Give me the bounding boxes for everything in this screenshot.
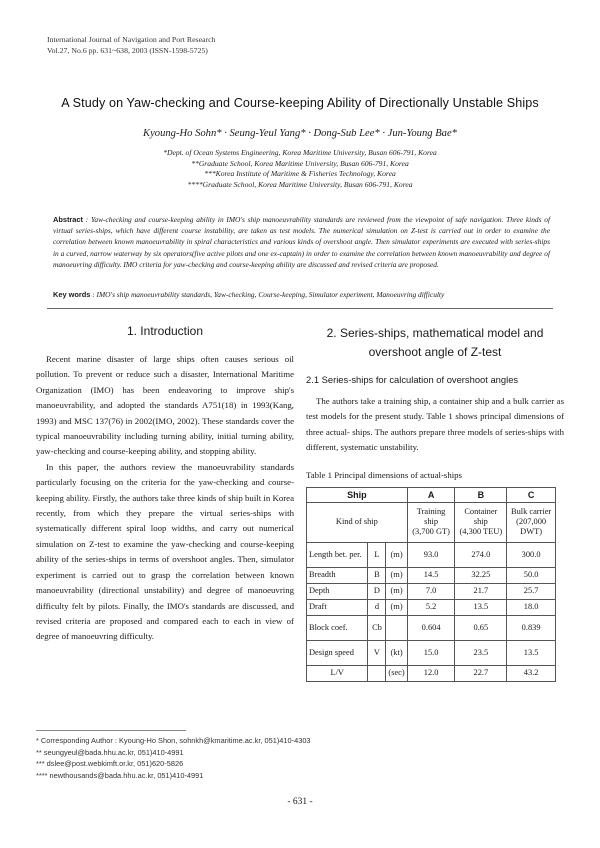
kind-b: Container ship (4,300 TEU) [455,502,507,542]
row-value-b: 23.5 [455,640,507,665]
footnote: ** seungyeul@bada.hhu.ac.kr, 051)410-4991 [36,747,184,757]
affiliation-1: *Dept. of Ocean Systems Engineering, Korea Maritime University, Busan 606-791, Korea [163,148,437,157]
row-value-c: 13.5 [507,640,556,665]
row-value-a: 5.2 [407,599,455,615]
row-unit: (m) [386,542,407,567]
row-symbol: L [368,542,386,567]
affiliations [0,148,600,190]
row-value-b: 13.5 [455,599,507,615]
table-row [307,542,556,567]
affiliation-2: **Graduate School, Korea Maritime University, Busan 606-791, Korea [191,158,409,168]
kind-c: Bulk carrier (207,000 DWT) [507,502,556,542]
journal-header [47,34,215,56]
abstract [53,214,550,270]
affiliation-4: ****Graduate School, Korea Maritime University, Busan 606-791, Korea [187,179,413,189]
row-unit: (kt) [386,640,407,665]
header-a: A [407,487,455,502]
row-name: L/V [307,665,368,681]
row-unit [386,615,407,640]
header-b: B [455,487,507,502]
affiliation-3: ***Korea Institute of Maritime & Fisheries Technology, Korea [204,169,396,179]
footnote: * Corresponding Author : Kyoung-Ho Shon, sohnkh@kmaritime.ac.kr, 051)410-4303 [36,736,311,745]
table-row [307,567,556,583]
table-row-kind [307,502,556,542]
table-row [307,583,556,599]
row-symbol: Cb [368,615,386,640]
row-symbol [368,665,386,681]
row-value-c: 43.2 [507,665,556,681]
row-name: Block coef. [307,615,368,640]
row-value-b: 274.0 [455,542,507,567]
left-column [36,324,294,645]
right-column [306,324,564,682]
abstract-text: : Yaw-checking and course-keeping ability in IMO's ship manoeuvrability standards are reviewed from the viewpoint of safe navigation. Three kinds of virtual series-ships, which have different course instability, are taken as test models. The numerical simulation on Z-test is carried out in order to examine the correlation between known manoeuvrability in spiral characteristics and various kinds of overshoot angle. Then simulator experiments are executed with series-ships in a curved, narrow waterway by six operators(five active pilots and one ex-captain) in order to examine the correlation between known manoeuvrability and degree of manoeuvring difficulty. IMO criteria for yaw-checking and course-keeping ability are discussed and revised criteria are proposed. [53,215,550,269]
row-value-a: 93.0 [407,542,455,567]
row-value-c: 25.7 [507,583,556,599]
section-2-heading-line2: overshoot angle of Z-test [368,345,502,359]
paragraph: The authors take a training ship, a container ship and a bulk carrier as test models for the present study. Table 1 shows principal dimensions of three actual- ships. The authors prepare three models of series-ships with different, systematic unstability. [306,396,564,453]
row-unit: (m) [386,567,407,583]
keywords-text: : IMO's ship manoeuvrability standards, Yaw-checking, Course-keeping, Simulator experiment, Manoeuvring difficulty [90,290,445,299]
row-symbol: d [368,599,386,615]
abstract-label: Abstract [53,215,83,224]
row-value-a: 14.5 [407,567,455,583]
kind-a: Training ship (3,700 GT) [407,502,455,542]
table-header-row [307,487,556,502]
paper-title: A Study on Yaw-checking and Course-keeping Ability of Directionally Unstable Ships [61,96,539,110]
author-list: Kyoung-Ho Sohn* · Seung-Yeul Yang* · Dong-Sub Lee* · Jun-Young Bae* [143,128,457,139]
row-value-a: 15.0 [407,640,455,665]
paragraph: In this paper, the authors review the manoeuvrability standards particularly focusing on the criteria for the yaw-checking and course-keeping ability. Firstly, the authors take three kinds of ship built in Korea recently, from which they prepare the virtual series-ships with systematically different spiral loop widths, and carry out numerical simulation on Z-test to examine the yaw-checking and course-keeping ability of the series-ships in terms of overshoot angles. Then, simulator experiment is carried out to grasp the correlation between known manoeuvrability (directional unstability) and degree of manoeuvring difficulty felt by pilots. Finally, the IMO's standards are discussed, and revised criteria are proposed and compared each to each in view of degree of manoeuvring difficulty. [36,461,294,642]
row-value-a: 12.0 [407,665,455,681]
row-value-c: 50.0 [507,567,556,583]
table-row [307,615,556,640]
row-value-b: 0.65 [455,615,507,640]
page-number: - 631 - [287,797,313,807]
journal-volume: Vol.27, No.6 pp. 631~638, 2003 (ISSN-1598-5725) [47,46,208,55]
row-value-c: 300.0 [507,542,556,567]
row-value-b: 32.25 [455,567,507,583]
table-1 [306,487,556,682]
row-unit: (m) [386,599,407,615]
row-value-a: 0.604 [407,615,455,640]
header-c: C [507,487,556,502]
journal-name: International Journal of Navigation and Port Research [47,35,216,44]
row-symbol: D [368,583,386,599]
table-1-caption: Table 1 Principal dimensions of actual-ships [306,469,462,480]
row-value-a: 7.0 [407,583,455,599]
row-value-b: 22.7 [455,665,507,681]
footnotes [36,735,311,781]
row-symbol: V [368,640,386,665]
section-2-heading [306,324,564,362]
section-2-body [306,394,564,456]
table-row [307,640,556,665]
keywords [53,290,550,299]
row-value-b: 21.7 [455,583,507,599]
header-ship: Ship [307,487,408,502]
footnote: **** newthousands@bada.hhu.ac.kr, 051)410-4991 [36,770,204,780]
row-value-c: 0.839 [507,615,556,640]
kind-label: Kind of ship [307,502,408,542]
row-name: Draft [307,599,368,615]
row-name: Design speed [307,640,368,665]
row-value-c: 18.0 [507,599,556,615]
table-row [307,665,556,681]
section-1-body [36,352,294,645]
table-row [307,599,556,615]
row-unit: (sec) [386,665,407,681]
keywords-label: Key words [53,290,91,299]
row-name: Breadth [307,567,368,583]
row-unit: (m) [386,583,407,599]
row-symbol: B [368,567,386,583]
section-1-heading: 1. Introduction [126,324,204,338]
row-name: Depth [307,583,368,599]
section-2-heading-line1: 2. Series-ships, mathematical model and [326,326,544,340]
footnote-divider [36,730,186,731]
paragraph: Recent marine disaster of large ships often causes serious oil pollution. To prevent or reduce such a disaster, International Maritime Organization (IMO) has been endeavoring to improve ship's manoeuvrability, and adopted the standards A751(18) in 1993(Kang, 1993) and MSC 137(76) in 2002(IMO, 2002). These standards cover the typical manoeuvrability including turning ability, initial turning ability, yaw-checking and course-keeping ability, and stopping ability. [36,354,294,457]
footnote: *** dslee@post.webkimft.or.kr, 051)620-5826 [36,759,184,769]
header-divider [47,308,553,309]
row-name: Length bet. per. [307,542,368,567]
subsection-2-1-heading: 2.1 Series-ships for calculation of overshoot angles [306,374,519,385]
